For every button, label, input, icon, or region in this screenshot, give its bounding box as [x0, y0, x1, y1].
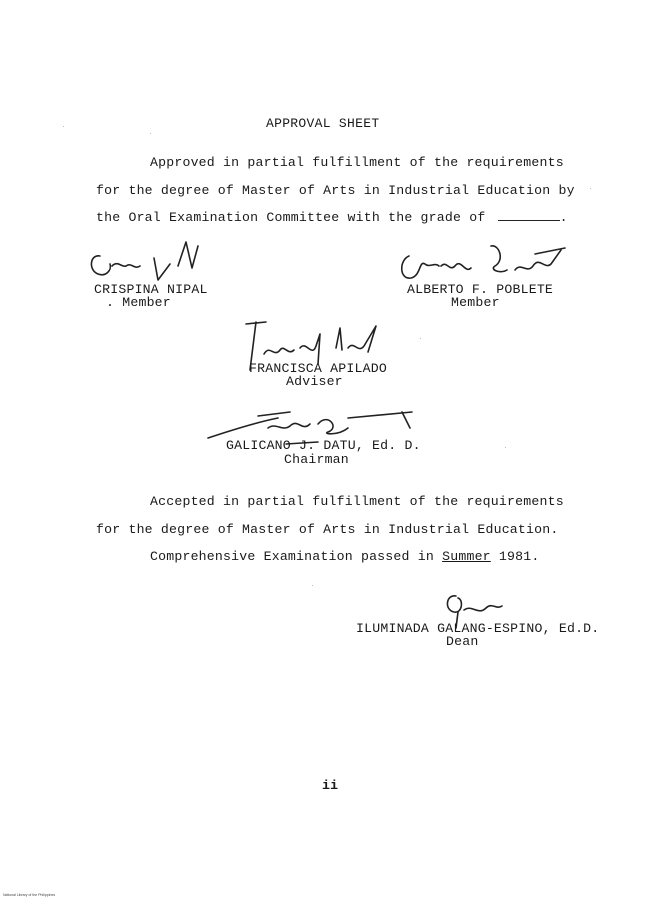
grade-blank — [498, 210, 560, 221]
acceptance-line-3-prefix: Comprehensive Examination passed in — [150, 549, 434, 564]
approval-line-3 — [96, 210, 568, 225]
member-left-name: CRISPINA NIPAL — [94, 282, 208, 297]
scan-speck — [590, 188, 591, 189]
exam-year: 1981. — [498, 549, 540, 564]
signature-member-left — [86, 236, 216, 284]
acceptance-line-2: for the degree of Master of Arts in Industrial Education. — [96, 522, 559, 537]
scan-speck — [312, 585, 313, 586]
scan-speck — [505, 447, 506, 448]
exam-term: Summer — [442, 549, 491, 564]
footer-source: National Library of the Philippines — [3, 893, 56, 897]
chairman-name: GALICANO J. DATU, Ed. D. — [226, 438, 421, 453]
page-number: ii — [322, 778, 339, 793]
adviser-role: Adviser — [286, 374, 343, 389]
member-right-role: Member — [451, 295, 500, 310]
dean-role: Dean — [446, 634, 479, 649]
approval-line-1: Approved in partial fulfillment of the requirements — [150, 155, 564, 170]
page-title: APPROVAL SHEET — [266, 116, 380, 131]
adviser-name: FRANCISCA APILADO — [249, 361, 387, 376]
dean-name: ILUMINADA GALANG-ESPINO, Ed.D. — [356, 621, 600, 636]
scan-speck — [420, 338, 421, 339]
approval-line-3-end: . — [559, 210, 568, 225]
approval-line-2: for the degree of Master of Arts in Industrial Education by — [96, 183, 575, 198]
approval-line-3-text: the Oral Examination Committee with the grade of — [96, 210, 486, 225]
chairman-role: Chairman — [284, 452, 349, 467]
scan-speck — [63, 126, 64, 127]
scan-speck — [150, 133, 151, 134]
member-right-name: ALBERTO F. POBLETE — [407, 282, 554, 297]
signature-member-right — [395, 240, 570, 286]
member-left-role: . Member — [106, 295, 171, 310]
acceptance-line-1: Accepted in partial fulfillment of the requirements — [150, 494, 564, 509]
acceptance-line-3 — [150, 549, 540, 564]
